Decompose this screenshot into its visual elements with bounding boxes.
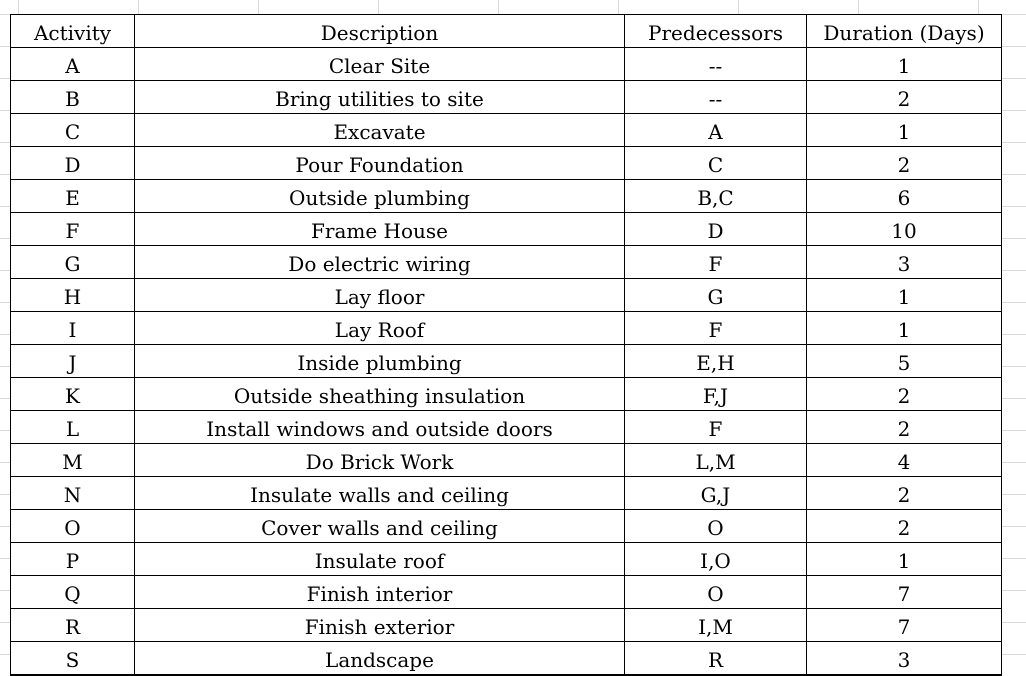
description-cell[interactable]: Insulate walls and ceiling bbox=[135, 477, 625, 510]
duration-cell[interactable]: 2 bbox=[807, 477, 1002, 510]
activity-cell[interactable]: C bbox=[11, 114, 135, 147]
table-row bbox=[11, 180, 1002, 213]
table-row bbox=[11, 312, 1002, 345]
activity-cell[interactable]: A bbox=[11, 48, 135, 81]
description-cell[interactable]: Bring utilities to site bbox=[135, 81, 625, 114]
description-cell[interactable]: Install windows and outside doors bbox=[135, 411, 625, 444]
predecessors-cell[interactable]: F bbox=[625, 246, 807, 279]
predecessors-cell[interactable]: -- bbox=[625, 48, 807, 81]
header-predecessors-cell[interactable]: Predecessors bbox=[625, 15, 807, 48]
activity-cell[interactable]: H bbox=[11, 279, 135, 312]
description-cell[interactable]: Do Brick Work bbox=[135, 444, 625, 477]
predecessors-cell[interactable]: O bbox=[625, 510, 807, 543]
table-row bbox=[11, 81, 1002, 114]
duration-cell[interactable]: 1 bbox=[807, 543, 1002, 576]
predecessors-cell[interactable]: D bbox=[625, 213, 807, 246]
table-row bbox=[11, 642, 1002, 676]
description-cell[interactable]: Lay floor bbox=[135, 279, 625, 312]
activity-cell[interactable]: K bbox=[11, 378, 135, 411]
duration-cell[interactable]: 1 bbox=[807, 279, 1002, 312]
duration-cell[interactable]: 1 bbox=[807, 48, 1002, 81]
activity-cell[interactable]: P bbox=[11, 543, 135, 576]
activity-cell[interactable]: S bbox=[11, 642, 135, 676]
description-cell[interactable]: Insulate roof bbox=[135, 543, 625, 576]
activity-cell[interactable]: R bbox=[11, 609, 135, 642]
description-cell[interactable]: Outside plumbing bbox=[135, 180, 625, 213]
duration-cell[interactable]: 7 bbox=[807, 609, 1002, 642]
description-cell[interactable]: Finish exterior bbox=[135, 609, 625, 642]
header-description-cell[interactable]: Description bbox=[135, 15, 625, 48]
description-cell[interactable]: Excavate bbox=[135, 114, 625, 147]
duration-cell[interactable]: 7 bbox=[807, 576, 1002, 609]
activity-cell[interactable]: D bbox=[11, 147, 135, 180]
description-cell[interactable]: Do electric wiring bbox=[135, 246, 625, 279]
predecessors-cell[interactable]: E,H bbox=[625, 345, 807, 378]
header-activity-cell[interactable]: Activity bbox=[11, 15, 135, 48]
description-cell[interactable]: Pour Foundation bbox=[135, 147, 625, 180]
table-row bbox=[11, 114, 1002, 147]
duration-cell[interactable]: 6 bbox=[807, 180, 1002, 213]
table-row bbox=[11, 213, 1002, 246]
table-row bbox=[11, 378, 1002, 411]
description-cell[interactable]: Inside plumbing bbox=[135, 345, 625, 378]
description-cell[interactable]: Frame House bbox=[135, 213, 625, 246]
activity-cell[interactable]: B bbox=[11, 81, 135, 114]
duration-cell[interactable]: 2 bbox=[807, 510, 1002, 543]
activity-cell[interactable]: G bbox=[11, 246, 135, 279]
description-cell[interactable]: Cover walls and ceiling bbox=[135, 510, 625, 543]
table-row bbox=[11, 477, 1002, 510]
predecessors-cell[interactable]: F,J bbox=[625, 378, 807, 411]
activity-cell[interactable]: N bbox=[11, 477, 135, 510]
predecessors-cell[interactable]: F bbox=[625, 411, 807, 444]
predecessors-cell[interactable]: F bbox=[625, 312, 807, 345]
table-row bbox=[11, 609, 1002, 642]
table-row bbox=[11, 246, 1002, 279]
table-row bbox=[11, 444, 1002, 477]
duration-cell[interactable]: 2 bbox=[807, 378, 1002, 411]
predecessors-cell[interactable]: R bbox=[625, 642, 807, 676]
header-row bbox=[11, 15, 1002, 48]
table-row bbox=[11, 543, 1002, 576]
description-cell[interactable]: Outside sheathing insulation bbox=[135, 378, 625, 411]
activity-cell[interactable]: O bbox=[11, 510, 135, 543]
description-cell[interactable]: Landscape bbox=[135, 642, 625, 676]
duration-cell[interactable]: 1 bbox=[807, 114, 1002, 147]
duration-cell[interactable]: 2 bbox=[807, 411, 1002, 444]
table-row bbox=[11, 510, 1002, 543]
predecessors-cell[interactable]: I,M bbox=[625, 609, 807, 642]
predecessors-cell[interactable]: -- bbox=[625, 81, 807, 114]
duration-cell[interactable]: 3 bbox=[807, 642, 1002, 676]
activity-cell[interactable]: E bbox=[11, 180, 135, 213]
table-row bbox=[11, 48, 1002, 81]
description-cell[interactable]: Finish interior bbox=[135, 576, 625, 609]
duration-cell[interactable]: 4 bbox=[807, 444, 1002, 477]
activity-cell[interactable]: Q bbox=[11, 576, 135, 609]
duration-cell[interactable]: 5 bbox=[807, 345, 1002, 378]
table-row bbox=[11, 576, 1002, 609]
duration-cell[interactable]: 2 bbox=[807, 81, 1002, 114]
duration-cell[interactable]: 10 bbox=[807, 213, 1002, 246]
predecessors-cell[interactable]: G,J bbox=[625, 477, 807, 510]
activity-cell[interactable]: J bbox=[11, 345, 135, 378]
table-row bbox=[11, 279, 1002, 312]
table-row bbox=[11, 147, 1002, 180]
header-duration-cell[interactable]: Duration (Days) bbox=[807, 15, 1002, 48]
predecessors-cell[interactable]: I,O bbox=[625, 543, 807, 576]
activity-cell[interactable]: M bbox=[11, 444, 135, 477]
table-row bbox=[11, 345, 1002, 378]
table-row bbox=[11, 411, 1002, 444]
description-cell[interactable]: Lay Roof bbox=[135, 312, 625, 345]
activity-table bbox=[10, 14, 1002, 676]
duration-cell[interactable]: 1 bbox=[807, 312, 1002, 345]
activity-cell[interactable]: I bbox=[11, 312, 135, 345]
predecessors-cell[interactable]: C bbox=[625, 147, 807, 180]
activity-cell[interactable]: F bbox=[11, 213, 135, 246]
description-cell[interactable]: Clear Site bbox=[135, 48, 625, 81]
predecessors-cell[interactable]: A bbox=[625, 114, 807, 147]
predecessors-cell[interactable]: L,M bbox=[625, 444, 807, 477]
activity-cell[interactable]: L bbox=[11, 411, 135, 444]
duration-cell[interactable]: 2 bbox=[807, 147, 1002, 180]
predecessors-cell[interactable]: G bbox=[625, 279, 807, 312]
predecessors-cell[interactable]: B,C bbox=[625, 180, 807, 213]
duration-cell[interactable]: 3 bbox=[807, 246, 1002, 279]
predecessors-cell[interactable]: O bbox=[625, 576, 807, 609]
